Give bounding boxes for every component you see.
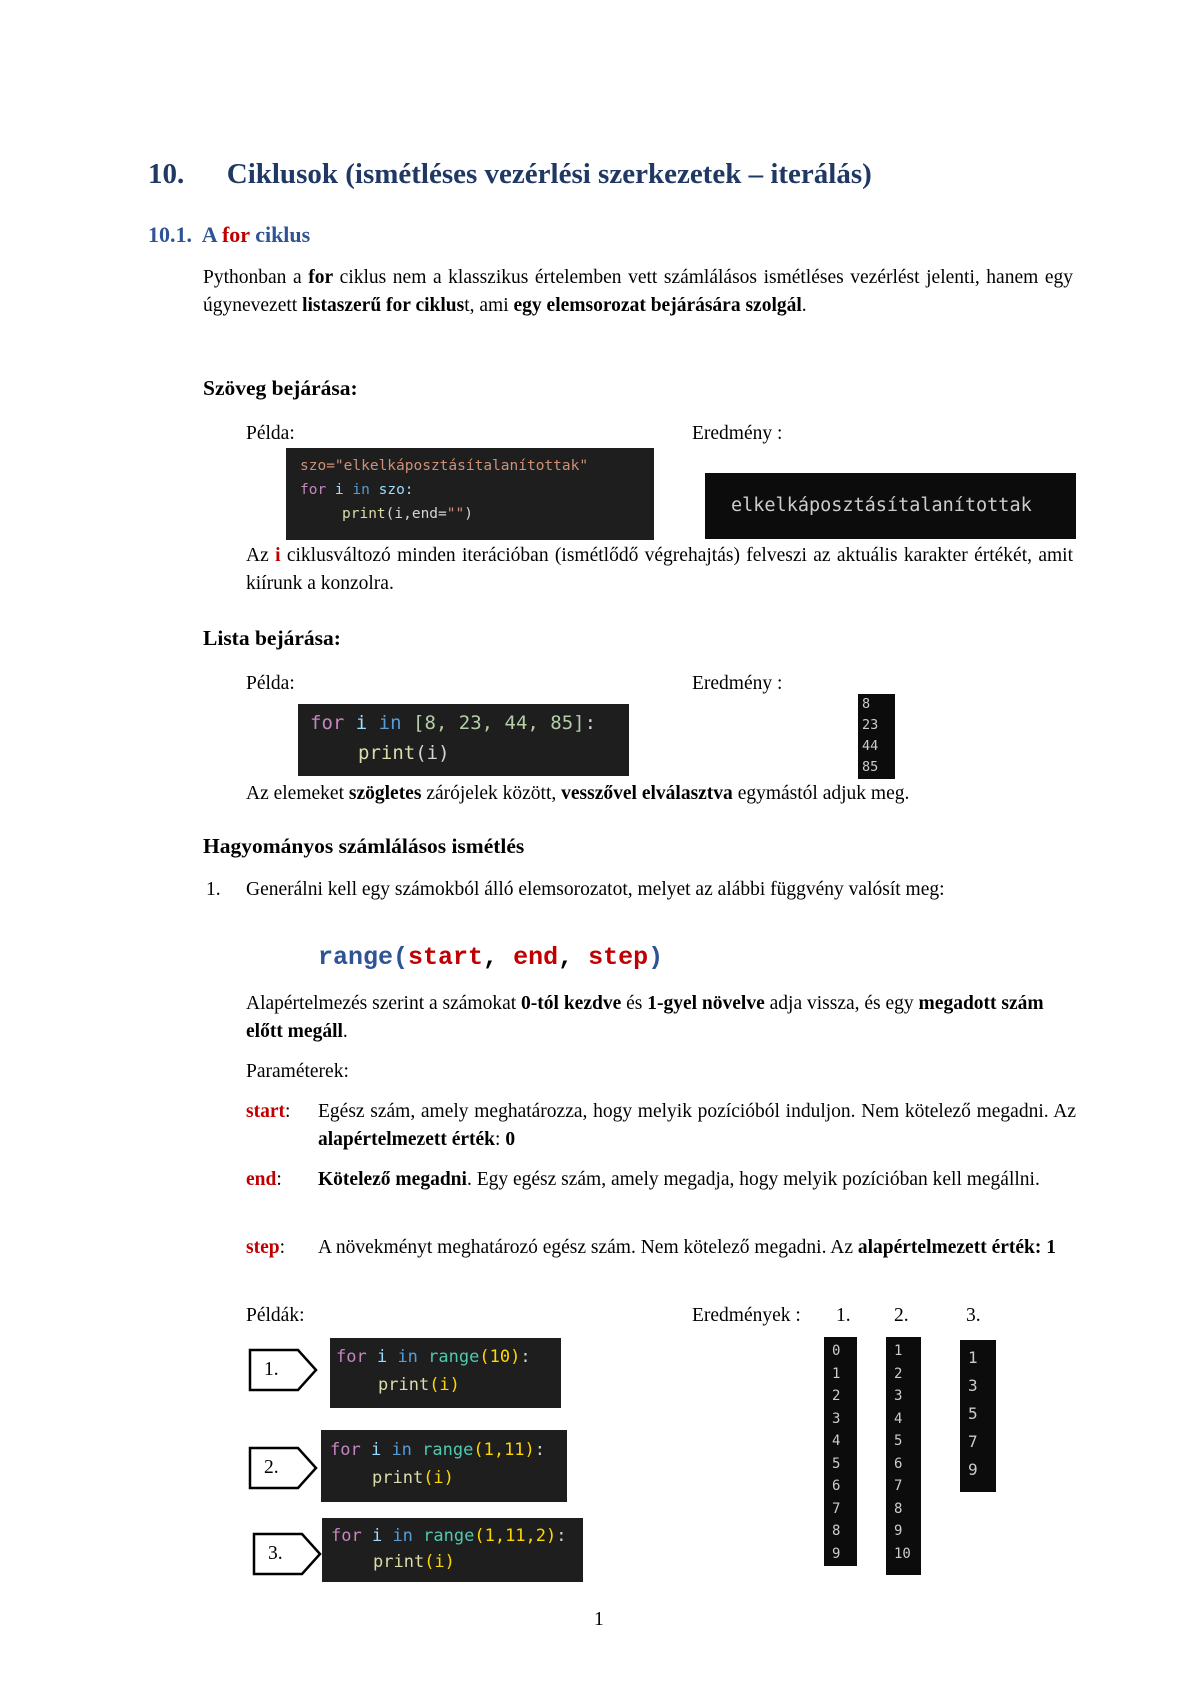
default-bold: 1-gyel növelve [647, 993, 765, 1014]
range-output-2 [886, 1337, 921, 1575]
signature-paren: ( [393, 943, 409, 972]
param-text: Egész szám, amely meghatározza, hogy melyik pozícióból induljon. Nem kötelező megadni. Az [318, 1101, 1076, 1122]
param-name: end [246, 1169, 277, 1190]
example-tag: 3. [268, 1543, 283, 1564]
output-line: 85 [862, 759, 879, 775]
param-name: step [246, 1237, 280, 1258]
code-args: (1,11) [473, 1440, 535, 1460]
section-title-keyword: for [221, 222, 250, 247]
param-bold: 0 [505, 1129, 516, 1150]
results-label: Eredmények : [692, 1305, 801, 1326]
section-title-pre: A [201, 222, 222, 247]
signature-comma: , [483, 943, 514, 972]
list-item-text: Generálni kell egy számokból álló elemsorozatot, melyet az alábbi függvény valósít meg: [246, 879, 945, 900]
code-function: print [373, 1552, 425, 1572]
output-line: 3 [968, 1376, 978, 1395]
explanation-bold: szögletes [348, 783, 422, 804]
intro-text: Pythonban a [203, 267, 309, 288]
code-keyword: in [392, 1526, 413, 1546]
chapter-title: Ciklusok (ismétléses vezérlési szerkezetek – iterálás) [226, 158, 872, 190]
intro-text: ciklus nem a klasszikus értelemben vett számlálásos ismétléses vezérlést jelenti, hanem egy úgynevezett [203, 267, 1073, 316]
loop-variable: i [275, 545, 281, 566]
param-step-desc [318, 1234, 1076, 1262]
code-function: print [372, 1468, 424, 1488]
result-number: 3. [966, 1305, 981, 1326]
output-line: 7 [894, 1478, 903, 1494]
code-string: "" [446, 506, 465, 522]
code-function: print [342, 506, 386, 522]
code-keyword: in [352, 482, 370, 498]
output-line: 9 [832, 1545, 841, 1562]
list-explanation [246, 780, 1076, 808]
param-text: A növekményt meghatározó egész szám. Nem kötelező megadni. Az [318, 1237, 858, 1258]
range-output-1 [824, 1337, 857, 1566]
example-code-block: for i in range(10): print(i) [330, 1338, 561, 1408]
signature-paren: ) [648, 943, 664, 972]
output-line: 1 [968, 1348, 978, 1367]
example-tag-arrow [252, 1532, 324, 1576]
output-line: 1 [832, 1365, 841, 1382]
explanation-text: Az elemeket [246, 783, 349, 804]
param-end-desc [318, 1166, 1076, 1194]
param-start-desc [318, 1098, 1076, 1154]
intro-paragraph [203, 264, 1073, 320]
code-function: print [378, 1375, 430, 1395]
param-step-name [246, 1234, 285, 1262]
example-tag-arrow [248, 1446, 320, 1490]
code-args: (1,11,2) [474, 1526, 557, 1546]
section-heading [148, 222, 310, 248]
default-text: és [621, 993, 648, 1014]
output-line: 7 [968, 1432, 978, 1451]
code-text: (i) [415, 742, 450, 764]
example-tag: 1. [264, 1359, 279, 1380]
code-args: (10) [479, 1347, 521, 1367]
output-line: 6 [894, 1455, 903, 1472]
param-text: : [495, 1129, 506, 1150]
code-args: (i) [423, 1468, 454, 1488]
list-item-number: 1. [206, 879, 221, 900]
output-line: 6 [832, 1478, 841, 1494]
param-bold: Kötelező megadni [318, 1169, 467, 1190]
string-traversal-title: Szöveg bejárása: [203, 376, 358, 400]
params-label: Paraméterek: [246, 1061, 349, 1082]
range-signature [318, 943, 663, 972]
output-line: 3 [894, 1388, 903, 1404]
string-output: elkelkáposztásítalanítottak [705, 473, 1076, 539]
code-var: i [344, 712, 379, 734]
range-output-3 [960, 1340, 996, 1492]
code-keyword: in [378, 712, 402, 734]
counting-title: Hagyományos számlálásos ismétlés [203, 834, 525, 858]
list-traversal-title: Lista bejárása: [203, 626, 341, 650]
example-tag: 2. [264, 1457, 279, 1478]
output-line: 4 [832, 1433, 841, 1449]
code-keyword: for [300, 482, 327, 498]
result-label: Eredmény : [692, 673, 783, 694]
code-keyword: in [397, 1347, 418, 1367]
code-line: szo="elkelkáposztásítalanítottak" [300, 458, 589, 474]
param-name: start [246, 1101, 285, 1122]
code-args: (i) [424, 1552, 455, 1572]
output-line: 7 [832, 1500, 841, 1517]
explanation-text: zárójelek között, [421, 783, 562, 804]
example-label: Példa: [246, 423, 295, 444]
default-bold: megadott szám előtt megáll [246, 993, 1044, 1042]
section-number: 10.1. [148, 222, 192, 247]
code-text: (i,end= [385, 506, 447, 522]
code-args: (i) [429, 1375, 460, 1395]
intro-bold: for [308, 267, 334, 288]
explanation-text: ciklusváltozó minden iterációban (ismétlődő végrehajtás) felveszi az aktuális karakter értékét, amit kiírunk a konzolra. [246, 545, 1073, 594]
code-function: range [428, 1347, 480, 1367]
param-text: . Egy egész szám, amely megadja, hogy melyik pozícióban kell megállni. [466, 1169, 1040, 1190]
code-keyword: in [391, 1440, 412, 1460]
list-output [858, 694, 895, 779]
default-bold: 0-tól kezdve [521, 993, 622, 1014]
result-label: Eredmény : [692, 423, 783, 444]
output-line: 5 [832, 1455, 841, 1472]
output-line: 9 [894, 1523, 903, 1539]
default-text: adja vissza, és egy [764, 993, 919, 1014]
output-line: 8 [862, 696, 871, 712]
code-var: i [326, 482, 353, 498]
explanation-text: Az [246, 545, 276, 566]
code-keyword: for [331, 1526, 362, 1546]
output-line: 4 [894, 1410, 903, 1427]
code-keyword: for [330, 1440, 361, 1460]
code-function: range [422, 1440, 474, 1460]
chapter-heading [148, 158, 872, 191]
code-list: [8, 23, 44, 85] [413, 712, 585, 734]
code-keyword: for [336, 1347, 367, 1367]
output-line: 9 [968, 1460, 978, 1479]
code-text: ) [464, 506, 473, 522]
result-number: 2. [894, 1305, 909, 1326]
code-function: print [358, 742, 416, 764]
signature-function: range [318, 943, 394, 972]
output-line: 44 [862, 738, 879, 754]
signature-param: start [408, 943, 484, 972]
examples-label: Példák: [246, 1305, 305, 1326]
chapter-number: 10. [148, 158, 185, 190]
signature-param: step [588, 943, 649, 972]
signature-comma: , [558, 943, 589, 972]
output-line: 10 [894, 1545, 911, 1562]
example-label: Példa: [246, 673, 295, 694]
param-bold: alapértelmezett érték: 1 [857, 1237, 1056, 1258]
output-line: 1 [894, 1343, 903, 1359]
explanation-bold: vesszővel elválasztva [561, 783, 733, 804]
param-colon: : [279, 1237, 286, 1258]
output-line: 23 [862, 717, 879, 733]
code-var: i [360, 1440, 392, 1460]
default-text: Alapértelmezés szerint a számokat [246, 993, 522, 1014]
output-line: 2 [832, 1388, 841, 1404]
list-code-block [298, 704, 629, 776]
code-var: i [361, 1526, 393, 1546]
output-line: 8 [894, 1500, 903, 1517]
output-line: 8 [832, 1523, 841, 1539]
intro-text: t, ami [464, 295, 514, 316]
param-colon: : [284, 1101, 291, 1122]
code-keyword: for [310, 712, 345, 734]
string-explanation [246, 542, 1073, 598]
output-line: 0 [832, 1343, 841, 1359]
result-number: 1. [836, 1305, 851, 1326]
output-line: 5 [894, 1433, 903, 1449]
explanation-text: egymástól adjuk meg. [732, 783, 910, 804]
section-title-post: ciklus [249, 222, 311, 247]
example-tag-arrow [248, 1348, 320, 1392]
output-line: 5 [968, 1404, 978, 1423]
intro-text: . [801, 295, 807, 316]
param-start-name [246, 1098, 290, 1126]
intro-bold: egy elemsorozat bejárására szolgál [513, 295, 802, 316]
intro-bold: listaszerű for ciklus [302, 295, 465, 316]
code-var: i [366, 1347, 398, 1367]
string-code-block [286, 448, 654, 540]
example-code-block: for i in range(1,11,2): print(i) [322, 1518, 583, 1582]
example-code-block: for i in range(1,11): print(i) [321, 1430, 567, 1502]
code-text: szo: [369, 482, 414, 498]
code-function: range [423, 1526, 475, 1546]
page-number: 1 [594, 1609, 604, 1630]
param-colon: : [276, 1169, 282, 1190]
output-line: 3 [832, 1410, 841, 1427]
default-text: . [342, 1021, 348, 1042]
param-end-name [246, 1166, 282, 1194]
param-bold: alapértelmezett érték [318, 1129, 496, 1150]
output-line: 2 [894, 1365, 903, 1382]
signature-param: end [513, 943, 559, 972]
code-text: : [584, 712, 597, 734]
default-paragraph [246, 990, 1076, 1046]
